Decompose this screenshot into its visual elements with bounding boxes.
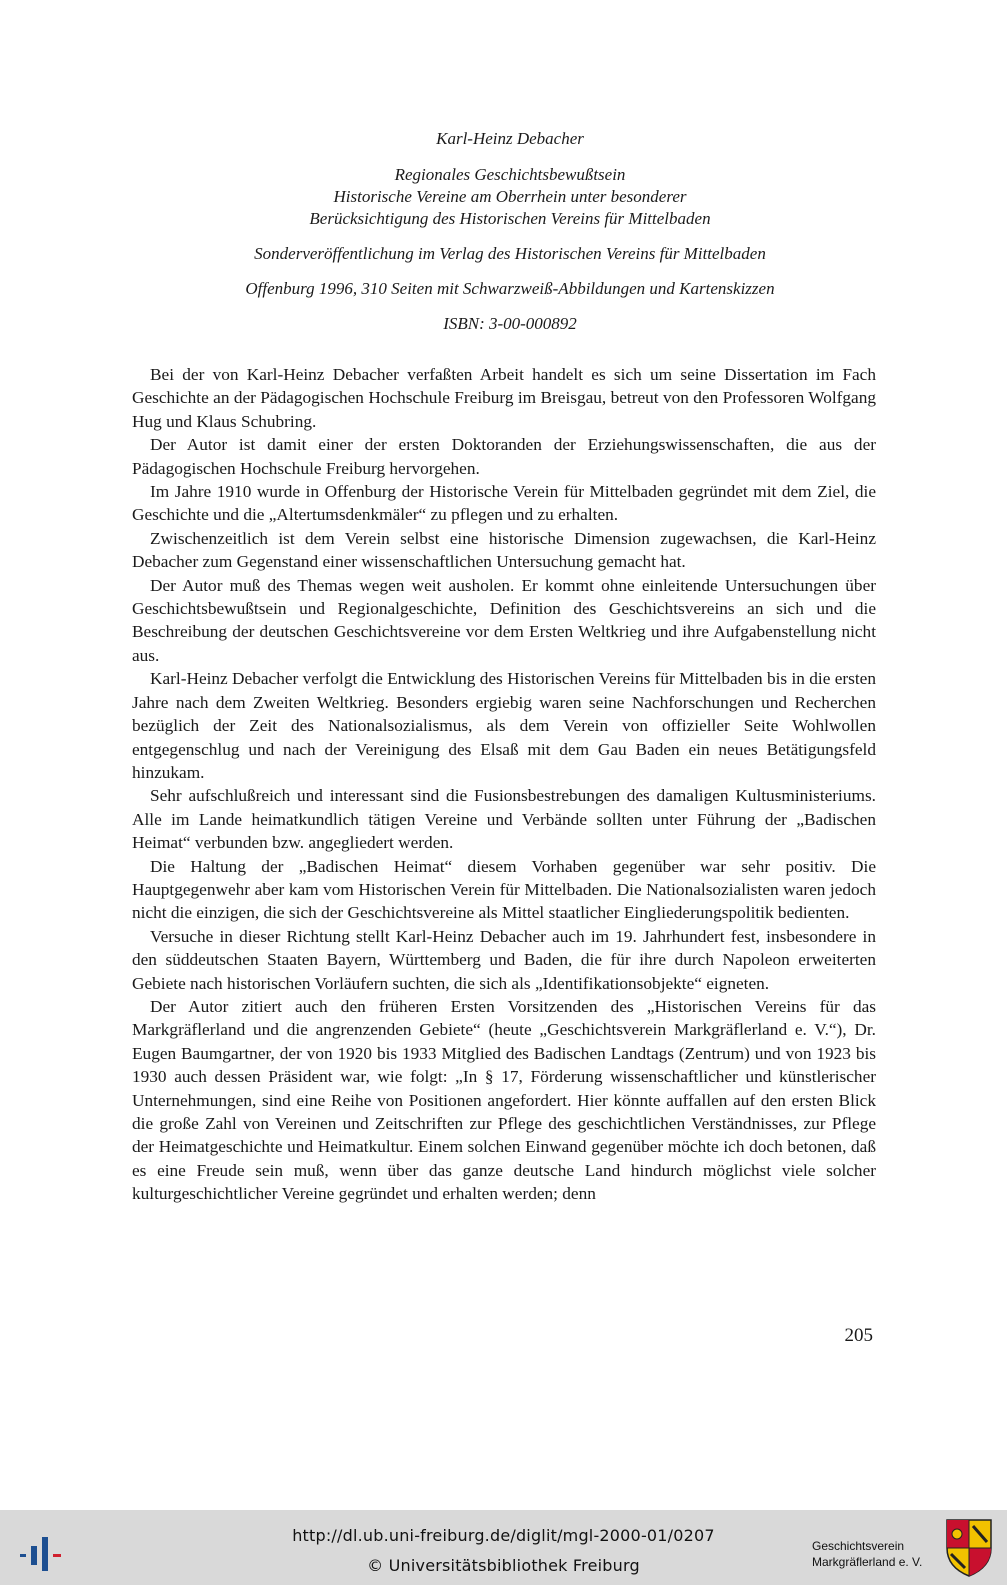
book-publication-info: Offenburg 1996, 310 Seiten mit Schwarzweiß-Abbildungen und Kartenskizzen [245,279,775,298]
organization-name [812,1538,922,1570]
body-paragraph: Versuche in dieser Richtung stellt Karl-Heinz Debacher auch im 19. Jahrhundert fest, insbesondere in den süddeutschen Staaten Bayern, Württemberg und Baden, die für ihre durch Napoleon erweiterten Gebiete nach historischen Vorläufern suchten, die sich als „Identifikationsobjekte“ eigneten. [132,926,876,993]
book-title-line: Regionales Geschichtsbewußtsein [394,165,626,184]
book-author: Karl-Heinz Debacher [436,129,584,148]
organization-name-line: Markgräflerland e. V. [812,1555,923,1569]
body-paragraph: Sehr aufschlußreich und interessant sind die Fusionsbestrebungen des damaligen Kultusministeriums. Alle im Lande heimatkundlich tätigen Vereine und Verbände sollten unter Führung der „Badischen Heimat“ verbunden bzw. angegliedert werden. [132,786,876,853]
body-paragraph: Bei der von Karl-Heinz Debacher verfaßten Arbeit handelt es sich um seine Dissertation im Fach Geschichte an der Pädagogischen Hochschule Freiburg im Breisgau, betreut von den Professoren Wolfgang Hug und Klaus Schubring. [132,365,876,431]
book-isbn: ISBN: 3-00-000892 [443,314,577,333]
coat-of-arms-icon [945,1518,993,1578]
permalink-url[interactable]: http://dl.ub.uni-freiburg.de/diglit/mgl-2000-01/0207 [292,1526,715,1545]
copyright-notice: © Universitätsbibliothek Freiburg [367,1556,640,1575]
body-paragraph: Der Autor ist damit einer der ersten Doktoranden der Erziehungswissenschaften, die aus der Pädagogischen Hochschule Freiburg hervorgehen. [132,435,876,478]
body-paragraph: Im Jahre 1910 wurde in Offenburg der Historische Verein für Mittelbaden gegründet mit dem Ziel, die Geschichte und die „Altertumsdenkmäler“ zu pflegen und zu erhalten. [132,482,876,525]
book-title [120,164,900,230]
viewer-footer [0,1510,1007,1585]
organization-name-line: Geschichtsverein [812,1539,905,1553]
page-number: 205 [844,1325,873,1346]
body-paragraph: Zwischenzeitlich ist dem Verein selbst eine historische Dimension zugewachsen, die Karl-Heinz Debacher zum Gegenstand einer wissenschaftlichen Untersuchung gemacht hat. [132,528,876,572]
body-paragraph: Die Haltung der „Badischen Heimat“ diesem Vorhaben gegenüber war sehr positiv. Die Hauptgegenwehr aber kam vom Historischen Verein für Mittelbaden. Die Nationalsozialisten waren jedoch nicht die einzigen, die sich der Geschichtsvereine als Mittel staatlicher Eingliederungspolitik bedienten. [132,856,876,923]
review-body [132,363,876,1206]
review-header [120,128,900,335]
body-paragraph: Der Autor muß des Themas wegen weit ausholen. Er kommt ohne einleitende Untersuchungen über Geschichtsbewußtsein und Regionalgeschichte, Definition des Geschichtsvereins an sich und die Beschreibung der deutschen Geschichtsvereine vor dem Ersten Weltkrieg und ihre Aufgabenstellung nicht aus. [132,575,876,665]
book-series: Sonderveröffentlichung im Verlag des Historischen Vereins für Mittelbaden [254,244,766,263]
book-title-line: Historische Vereine am Oberrhein unter besonderer [333,187,687,206]
body-paragraph: Karl-Heinz Debacher verfolgt die Entwicklung des Historischen Vereins für Mittelbaden bis in die ersten Jahre nach dem Zweiten Weltkrieg. Besonders ergiebig waren seine Nachforschungen und Recherchen bezüglich der Zeit des Nationalsozialismus, als dem Verein von offizieller Seite Wohlwollen entgegenschlug und nach der Vereinigung des Elsaß mit dem Gau Baden ein neues Betätigungsfeld hinzukam. [132,669,876,782]
body-paragraph: Der Autor zitiert auch den früheren Ersten Vorsitzenden des „Historischen Vereins für das Markgräflerland und die angrenzenden Gebiete“ (heute „Geschichtsverein Markgräflerland e. V.“), Dr. Eugen Baumgartner, der von 1920 bis 1933 Mitglied des Badischen Landtags (Zentrum) und von 1923 bis 1930 auch dessen Präsident war, wie folgt: „In § 17, Förderung wissenschaftlicher und künstlerischer Unternehmungen, sind eine Reihe von Positionen angefordert. Hier könnte auffallen auf den ersten Blick die große Zahl von Vereinen und Zeitschriften zur Pflege des geschichtlichen Verständnisses, zur Pflege der Heimatgeschichte und Heimatkultur. Einem solchen Einwand gegenüber möchte ich doch betonen, daß es eine Freude sein muß, wenn über das ganze deutsche Land hindurch möglichst viele solcher kulturgeschichtlicher Vereine gegründet und erhalten werden; denn [132,996,876,1204]
book-title-line: Berücksichtigung des Historischen Vereins für Mittelbaden [309,209,711,228]
